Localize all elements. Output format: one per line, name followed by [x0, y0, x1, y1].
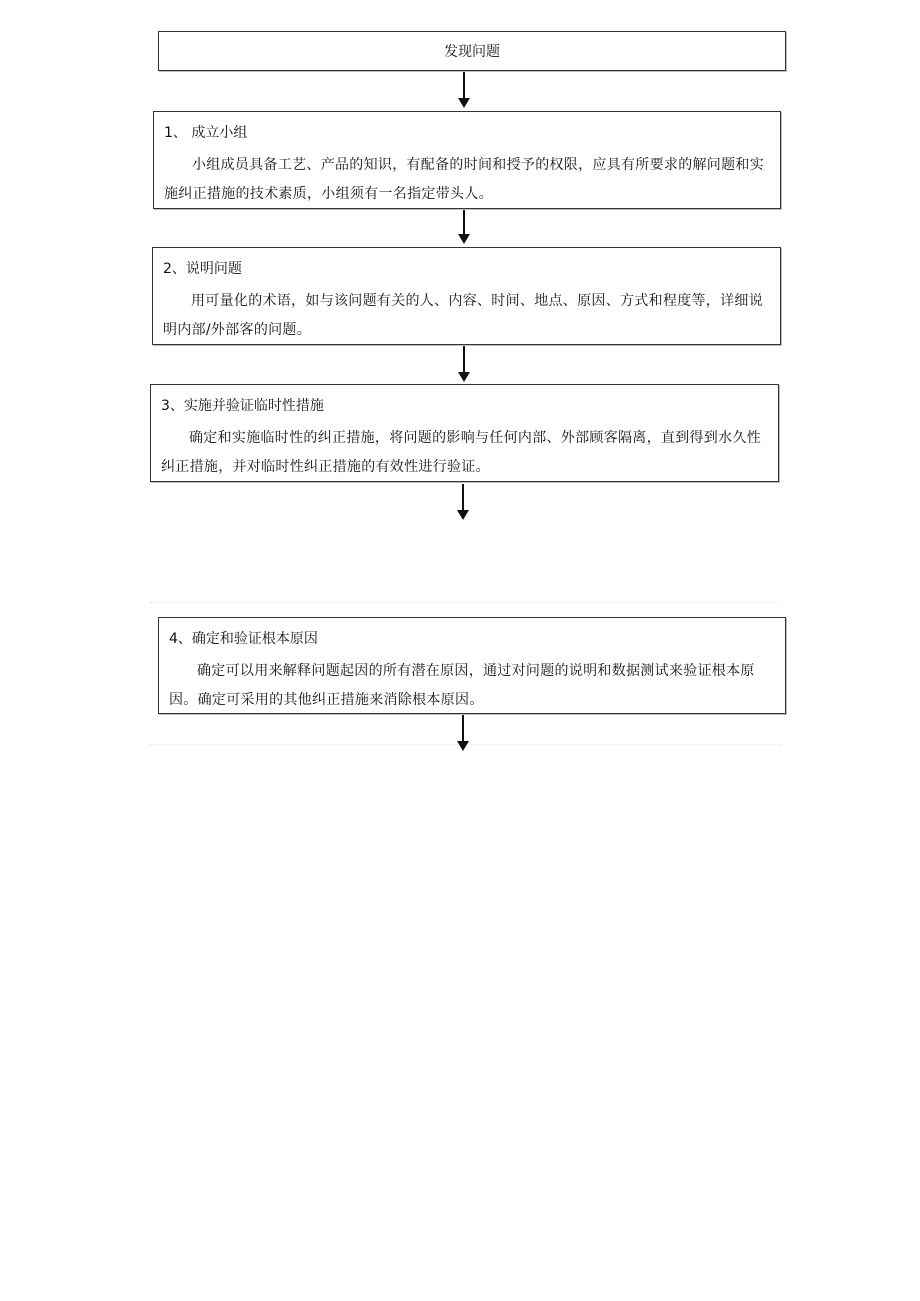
step-body-4: 确定可以用来解释问题起因的所有潜在原因，通过对问题的说明和数据测试来验证根本原因。确定可采用的其他纠正措施来消除根本原因。 [169, 663, 755, 708]
step-title-4: 4、确定和验证根本原因 [169, 631, 318, 647]
step-body-3: 确定和实施临时性的纠正措施，将问题的影响与任何内部、外部顾客隔离，直到得到水久性纠正措施，并对临时性纠正措施的有效性进行验证。 [161, 430, 761, 475]
flow-start-box [158, 31, 786, 71]
flow-arrow [458, 210, 470, 244]
step-title-1: 1、 成立小组 [164, 125, 248, 141]
step-box-1 [153, 111, 781, 209]
step-box-2 [152, 247, 781, 345]
step-body-1: 小组成员具备工艺、产品的知识，有配备的时间和授予的权限，应具有所要求的解问题和实施纠正措施的技术素质，小组须有一名指定带头人。 [164, 157, 764, 202]
step-title-2: 2、说明问题 [163, 261, 242, 277]
flow-arrow [457, 484, 469, 520]
step-box-4 [158, 617, 786, 714]
step-title-3: 3、实施并验证临时性措施 [161, 398, 324, 414]
step-body-2: 用可量化的术语，如与该问题有关的人、内容、时间、地点、原因、方式和程度等，详细说明内部/外部客的问题。 [163, 293, 763, 338]
step-box-3 [150, 384, 779, 482]
flow-start-label: 发现问题 [444, 44, 500, 60]
faint-rule [150, 602, 782, 603]
flow-arrow [458, 346, 470, 382]
flow-arrow [457, 715, 469, 751]
flow-arrow [458, 72, 470, 108]
